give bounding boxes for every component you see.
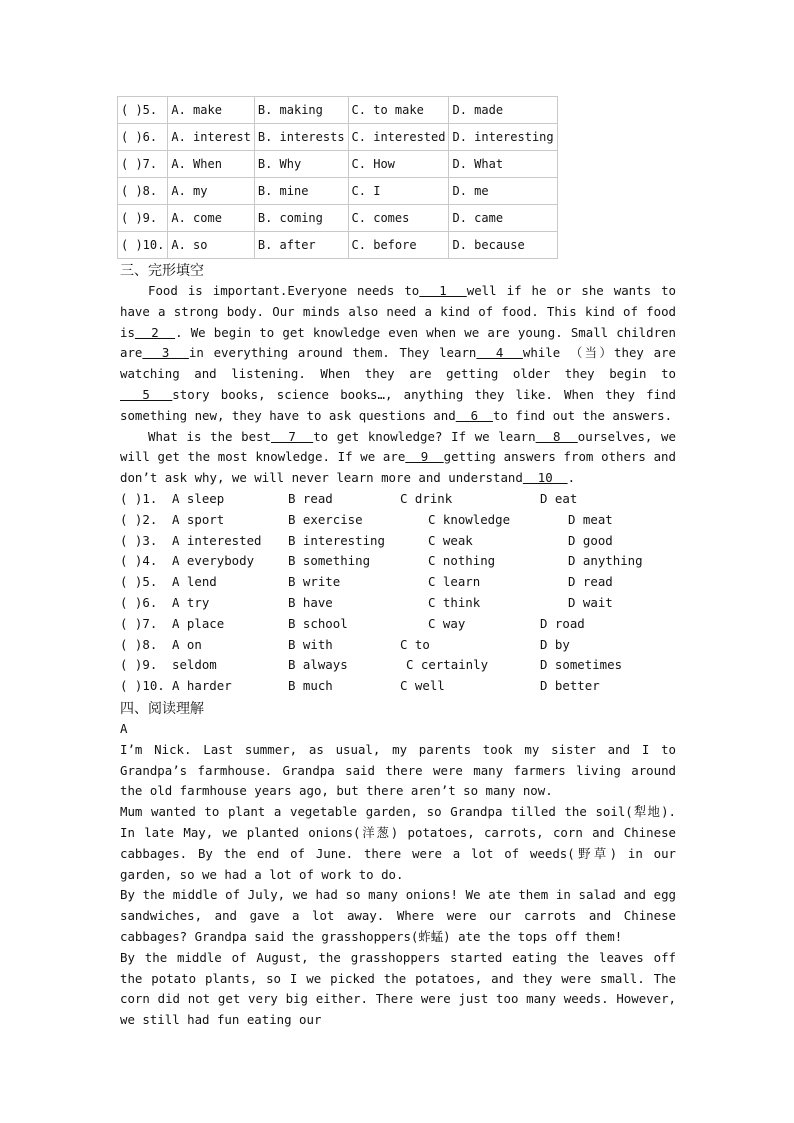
question-row bbox=[120, 676, 676, 697]
question-row bbox=[120, 531, 676, 552]
question-row bbox=[120, 572, 676, 593]
blank-1[interactable]: 1 bbox=[419, 283, 467, 298]
reading-paragraph: I’m Nick. Last summer, as usual, my parents took my sister and I to Grandpa’s farmhouse. Grandpa said there were many farmers living around the old farmhouse years ago, but there aren’t so many now. bbox=[120, 741, 676, 799]
option-a[interactable]: A. When bbox=[168, 151, 254, 178]
option-c[interactable]: C think bbox=[428, 594, 481, 610]
question-number: ( )5. bbox=[118, 97, 168, 124]
options-row bbox=[118, 178, 558, 205]
option-d[interactable]: D wait bbox=[568, 594, 613, 610]
option-b[interactable]: B interesting bbox=[288, 532, 385, 548]
option-b[interactable]: B always bbox=[288, 657, 348, 673]
question-number: ( )2. bbox=[120, 511, 158, 527]
reading-passage bbox=[120, 740, 676, 1031]
option-b[interactable]: B. Why bbox=[254, 151, 348, 178]
option-d[interactable]: D anything bbox=[568, 553, 643, 569]
blank-7[interactable]: 7 bbox=[271, 428, 314, 444]
option-d[interactable]: D good bbox=[568, 532, 613, 548]
option-c[interactable]: C. to make bbox=[348, 97, 449, 124]
reading-paragraph: By the middle of August, the grasshoppers started eating the leaves off the potato plants, so I we picked the potatoes, and they were small. The corn did not get very big either. There were just too many weeds. However, we still had fun eating our bbox=[120, 949, 676, 1028]
question-number: ( )6. bbox=[120, 594, 158, 610]
option-d[interactable]: D better bbox=[540, 678, 600, 694]
option-a[interactable]: seldom bbox=[172, 657, 217, 673]
passage-paragraph-1: Food is important.Everyone needs to 1 well if he or she wants to have a strong body. Our minds also need a kind of food. This kind of food is 2 . We begin to get knowledge even when we are young. Small children are 3 in everything around them. They learn 4 while （当）they are watching and listening. When they are getting older they begin to 5 story books, science books…, anything they like. When they find something new, they have to ask questions and 6 to find out the answers. bbox=[120, 283, 677, 423]
option-b[interactable]: B. after bbox=[254, 232, 348, 259]
option-b[interactable]: B something bbox=[288, 553, 371, 569]
question-row bbox=[120, 635, 676, 656]
option-c[interactable]: C to bbox=[400, 636, 430, 652]
option-c[interactable]: C nothing bbox=[428, 553, 496, 569]
blank-4[interactable]: 4 bbox=[476, 345, 523, 361]
question-row bbox=[120, 489, 676, 510]
option-a[interactable]: A sleep bbox=[172, 490, 225, 506]
question-number: ( )7. bbox=[118, 151, 168, 178]
option-d[interactable]: D read bbox=[568, 574, 613, 590]
option-b[interactable]: B exercise bbox=[288, 511, 363, 527]
option-c[interactable]: C. interested bbox=[348, 124, 449, 151]
options-row bbox=[118, 97, 558, 124]
option-c[interactable]: C way bbox=[428, 615, 466, 631]
option-c[interactable]: C certainly bbox=[406, 657, 489, 673]
option-b[interactable]: B. mine bbox=[254, 178, 348, 205]
option-d[interactable]: D. came bbox=[449, 205, 557, 232]
option-b[interactable]: B much bbox=[288, 678, 333, 694]
option-d[interactable]: D meat bbox=[568, 511, 613, 527]
option-b[interactable]: B. coming bbox=[254, 205, 348, 232]
question-row bbox=[120, 614, 676, 635]
option-b[interactable]: B have bbox=[288, 594, 333, 610]
option-a[interactable]: A everybody bbox=[172, 553, 255, 569]
cloze-questions bbox=[120, 489, 676, 697]
blank-9[interactable]: 9 bbox=[405, 449, 444, 465]
option-a[interactable]: A sport bbox=[172, 511, 225, 527]
option-a[interactable]: A. interest bbox=[168, 124, 254, 151]
reading-paragraph: By the middle of July, we had so many onions! We ate them in salad and egg sandwiches, and gave a lot away. Where were our carrots and Chinese cabbages? Grandpa said the grasshoppers(蚱蜢) ate the tops off them! bbox=[120, 887, 676, 944]
option-d[interactable]: D sometimes bbox=[540, 657, 623, 673]
option-b[interactable]: B with bbox=[288, 636, 333, 652]
options-row bbox=[118, 232, 558, 259]
option-c[interactable]: C. comes bbox=[348, 205, 449, 232]
option-c[interactable]: C drink bbox=[400, 490, 453, 506]
option-a[interactable]: A interested bbox=[172, 532, 262, 548]
option-c[interactable]: C. I bbox=[348, 178, 449, 205]
question-number: ( )1. bbox=[120, 490, 158, 506]
passage-paragraph-2: What is the best 7 to get knowledge? If we learn 8 ourselves, we will get the most knowledge. If we are 9 getting answers from others and don’t ask why, we will never learn more and understand 10 . bbox=[120, 428, 676, 486]
question-number: ( )5. bbox=[120, 574, 158, 590]
question-number: ( )10. bbox=[118, 232, 168, 259]
option-a[interactable]: A. make bbox=[168, 97, 254, 124]
option-a[interactable]: A. my bbox=[168, 178, 254, 205]
question-number: ( )6. bbox=[118, 124, 168, 151]
options-table bbox=[117, 96, 558, 259]
question-number: ( )7. bbox=[120, 615, 158, 631]
document-page bbox=[120, 96, 676, 1031]
option-a[interactable]: A place bbox=[172, 615, 225, 631]
option-b[interactable]: B. interests bbox=[254, 124, 348, 151]
question-number: ( )4. bbox=[120, 553, 158, 569]
passage-label: A bbox=[120, 720, 128, 736]
option-a[interactable]: A. so bbox=[168, 232, 254, 259]
question-number: ( )8. bbox=[118, 178, 168, 205]
section-4-heading: 四、阅读理解 bbox=[120, 700, 204, 717]
question-number: ( )3. bbox=[120, 532, 158, 548]
option-a[interactable]: A lend bbox=[172, 574, 217, 590]
option-c[interactable]: C. before bbox=[348, 232, 449, 259]
blank-8[interactable]: 8 bbox=[535, 428, 578, 444]
option-b[interactable]: B. making bbox=[254, 97, 348, 124]
question-row bbox=[120, 551, 676, 572]
option-c[interactable]: C. How bbox=[348, 151, 449, 178]
option-a[interactable]: A on bbox=[172, 636, 202, 652]
option-d[interactable]: D. made bbox=[449, 97, 557, 124]
option-c[interactable]: C learn bbox=[428, 574, 481, 590]
question-number: ( )10. bbox=[120, 678, 165, 694]
option-d[interactable]: D. me bbox=[449, 178, 557, 205]
option-a[interactable]: A. come bbox=[168, 205, 254, 232]
question-number: ( )8. bbox=[120, 636, 158, 652]
option-a[interactable]: A try bbox=[172, 594, 210, 610]
option-d[interactable]: D. What bbox=[449, 151, 557, 178]
blank-3[interactable]: 3 bbox=[142, 345, 189, 361]
blank-10[interactable]: 10 bbox=[522, 470, 568, 486]
option-b[interactable]: B school bbox=[288, 615, 348, 631]
blank-2[interactable]: 2 bbox=[134, 324, 176, 340]
option-c[interactable]: C weak bbox=[428, 532, 473, 548]
options-row bbox=[118, 124, 558, 151]
option-b[interactable]: B write bbox=[288, 574, 341, 590]
option-d[interactable]: D eat bbox=[540, 490, 578, 506]
option-d[interactable]: D. because bbox=[449, 232, 557, 259]
option-d[interactable]: D. interesting bbox=[449, 124, 557, 151]
reading-paragraph: Mum wanted to plant a vegetable garden, so Grandpa tilled the soil(犁地). In late May, we planted onions(洋葱) potatoes, carrots, corn and Chinese cabbages. By the end of June. there were a lot of weeds(野草) in our garden, so we had a lot of work to do. bbox=[120, 804, 676, 882]
option-a[interactable]: A harder bbox=[172, 678, 232, 694]
question-row bbox=[120, 593, 676, 614]
options-row bbox=[118, 205, 558, 232]
blank-6[interactable]: 6 bbox=[455, 407, 494, 423]
option-c[interactable]: C well bbox=[400, 678, 445, 694]
option-c[interactable]: C knowledge bbox=[428, 511, 511, 527]
section-3-heading: 三、完形填空 bbox=[120, 263, 204, 279]
option-d[interactable]: D by bbox=[540, 636, 570, 652]
question-number: ( )9. bbox=[120, 657, 158, 673]
option-d[interactable]: D road bbox=[540, 615, 585, 631]
question-row bbox=[120, 655, 676, 676]
blank-5[interactable]: 5 bbox=[120, 386, 173, 402]
question-row bbox=[120, 510, 676, 531]
options-row bbox=[118, 151, 558, 178]
option-b[interactable]: B read bbox=[288, 490, 333, 506]
question-number: ( )9. bbox=[118, 205, 168, 232]
